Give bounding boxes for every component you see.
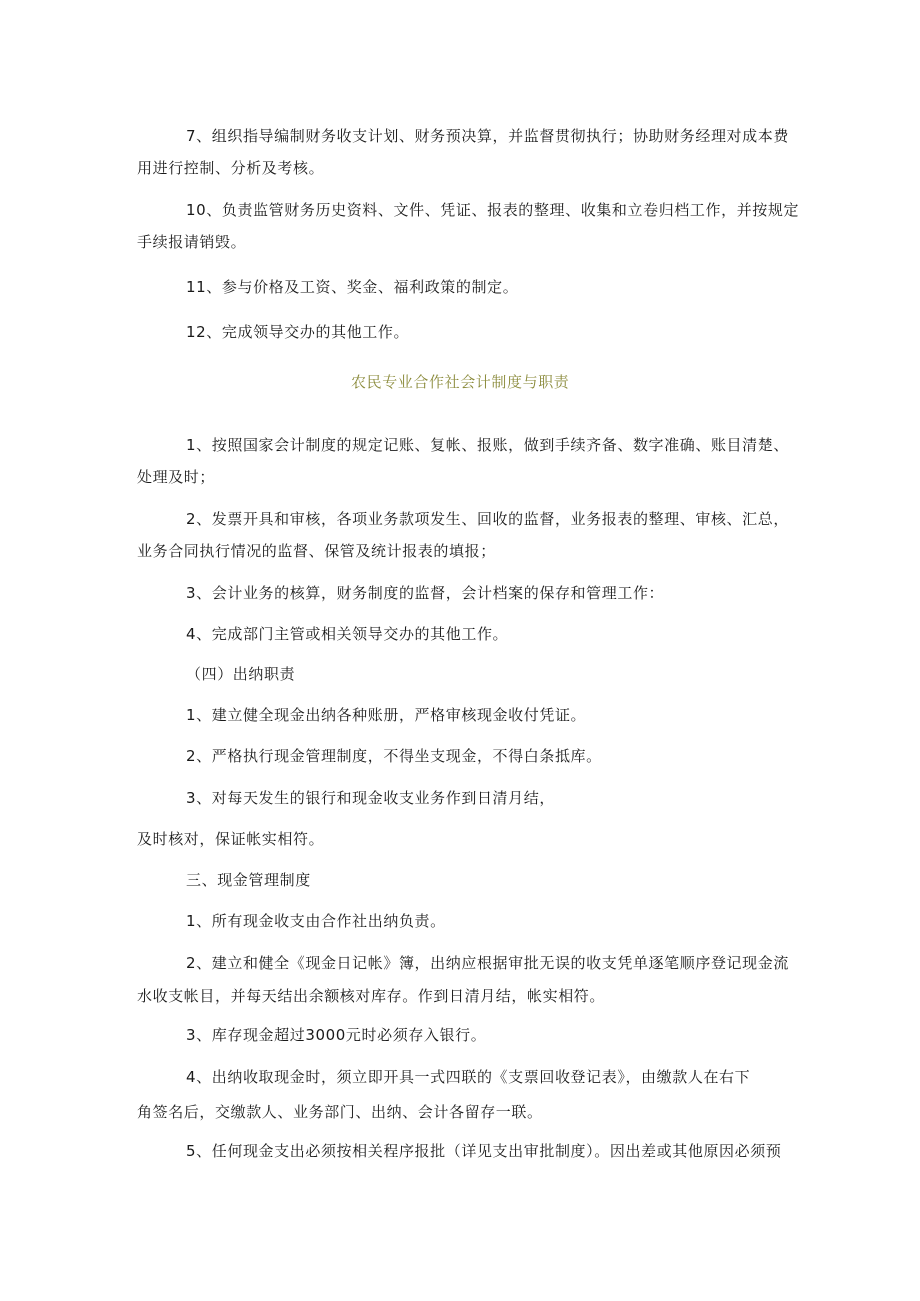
paragraph-7-line-2: 用进行控制、分析及考核。 xyxy=(137,159,325,177)
cashier-item-1: 1、建立健全现金出纳各种账册，严格审核现金收付凭证。 xyxy=(186,706,587,724)
cash-management-heading: 三、现金管理制度 xyxy=(186,871,311,889)
accounting-item-1-line-1: 1、按照国家会计制度的规定记账、复帐、报账，做到手续齐备、数字准确、账目清楚、 xyxy=(186,436,789,454)
section-title: 农民专业合作社会计制度与职责 xyxy=(351,373,570,391)
paragraph-11: 11、参与价格及工资、奖金、福利政策的制定。 xyxy=(186,278,519,296)
cash-item-4-line-2: 角签名后，交缴款人、业务部门、出纳、会计各留存一联。 xyxy=(137,1103,543,1121)
cashier-heading: （四）出纳职责 xyxy=(186,665,296,683)
cash-item-2-line-1: 2、建立和健全《现金日记帐》簿，出纳应根据审批无误的收支凭单逐笔顺序登记现金流 xyxy=(186,954,789,972)
cash-item-3: 3、库存现金超过3000元时必须存入银行。 xyxy=(186,1026,487,1044)
cashier-item-3-line-1: 3、对每天发生的银行和现金收支业务作到日清月结， xyxy=(186,789,555,807)
paragraph-10-line-1: 10、负责监管财务历史资料、文件、凭证、报表的整理、收集和立卷归档工作，并按规定 xyxy=(186,201,800,219)
cash-item-5-line-1: 5、任何现金支出必须按相关程序报批（详见支出审批制度）。因出差或其他原因必须预 xyxy=(186,1142,782,1160)
accounting-item-3: 3、会计业务的核算，财务制度的监督，会计档案的保存和管理工作： xyxy=(186,584,665,602)
cashier-item-3-line-2: 及时核对，保证帐实相符。 xyxy=(137,830,325,848)
accounting-item-4: 4、完成部门主管或相关领导交办的其他工作。 xyxy=(186,625,509,643)
cash-item-1: 1、所有现金收支由合作社出纳负责。 xyxy=(186,912,446,930)
cash-item-2-line-2: 水收支帐目，并每天结出余额核对库存。作到日清月结，帐实相符。 xyxy=(137,987,606,1005)
cash-item-4-line-1: 4、出纳收取现金时，须立即开具一式四联的《支票回收登记表》，由缴款人在右下 xyxy=(186,1068,751,1086)
cashier-item-2: 2、严格执行现金管理制度，不得坐支现金，不得白条抵库。 xyxy=(186,747,602,765)
accounting-item-1-line-2: 处理及时； xyxy=(137,468,216,486)
paragraph-10-line-2: 手续报请销毁。 xyxy=(137,233,247,251)
paragraph-12: 12、完成领导交办的其他工作。 xyxy=(186,323,410,341)
accounting-item-2-line-1: 2、发票开具和审核，各项业务款项发生、回收的监督，业务报表的整理、审核、汇总， xyxy=(186,510,789,528)
paragraph-7-line-1: 7、组织指导编制财务收支计划、财务预决算，并监督贯彻执行；协助财务经理对成本费 xyxy=(186,127,789,145)
accounting-item-2-line-2: 业务合同执行情况的监督、保管及统计报表的填报； xyxy=(137,542,496,560)
